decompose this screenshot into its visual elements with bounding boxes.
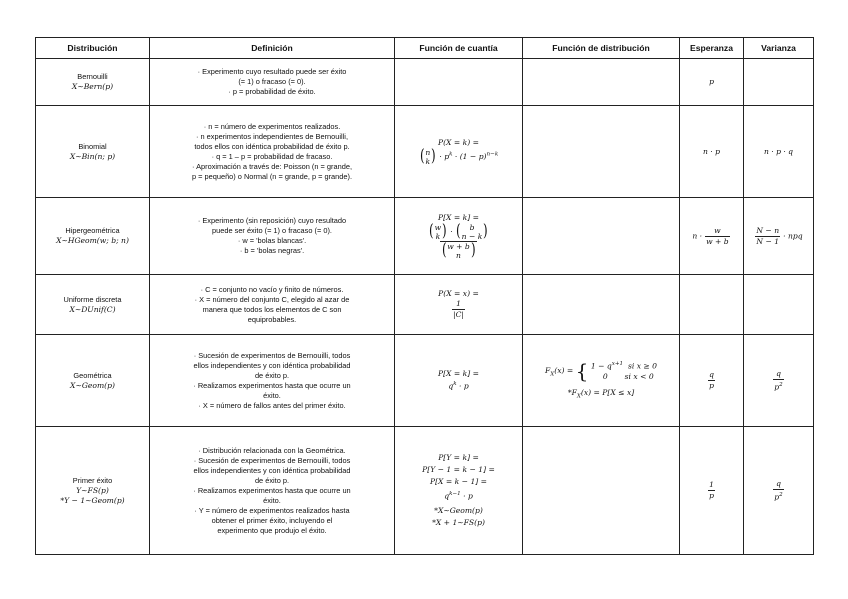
header-funcion-cuantia: Función de cuantía [395,38,523,59]
definition-line: · C = conjunto no vacío y finito de números. [200,284,344,294]
cuantia-fraction: $\frac{1}{|C|}$ [453,299,464,319]
binomial-coefficient: ( n k ) [419,146,436,166]
definition-line: · Aproximación a través de: Poisson (n = grande, [191,161,352,171]
definition-line: · X = número del conjunto C, elegido al azar de [194,294,350,304]
definition-line: · b = 'bolas negras'. [239,246,305,255]
distribution-notation: X∼HGeom(w; b; n) [56,236,129,245]
cell-definition [150,198,395,275]
cell-varianza [744,106,814,198]
cell-esperanza [680,106,744,198]
cell-distribution-name [36,106,150,198]
esperanza-fraction: $\frac{1}{p}$ [709,480,714,500]
binom-top: w [434,222,442,232]
cuantia-note: *X∼Geom(p) [434,506,483,516]
cuantia-fraction: ( w k ) · ( b n − k ) ( w + b n ) [428,221,489,260]
cell-distribucion [523,59,680,106]
definition-line: · Realizamos experimentos hasta que ocurre un [193,380,351,390]
cuantia-line: P[Y − 1 = k − 1] = [422,464,495,474]
cuantia-line: P[X = k − 1] = [429,476,488,486]
distribution-function: $F_X(x)$ = { $1 - q^{x+1}$ si x ≥ 0 0 si x < 0 [545,358,657,383]
header-definicion: Definición [150,38,395,59]
definition-line: · Y = número de experimentos realizados hasta [194,505,350,515]
binom-bottom: k [435,231,441,241]
cuantia-line: P[Y = k] = [438,452,479,462]
distribution-notation: X∼Bin(n; p) [69,151,116,161]
esperanza-value: n · p [703,146,720,156]
cell-distribucion [523,427,680,555]
cell-definition [150,59,395,106]
definition-line: ellos independientes y con idéntica probabilidad [193,465,351,475]
definition-line: de éxito p. [254,475,290,485]
definition-line: · Experimento (sin reposición) cuyo resultado [197,216,347,225]
definition-line: · Experimento cuyo resultado puede ser éxito [197,67,347,76]
definition-line: · n = número de experimentos realizados. [203,121,341,131]
esperanza-fraction: $\frac{q}{p}$ [709,370,714,390]
esperanza-value: p [709,77,714,86]
varianza-fraction: $\frac{q}{p^2}$ [774,368,783,392]
binom-top: w + b [447,241,470,251]
distribution-notation: X∼DUnif(C) [69,304,116,314]
cell-cuantia [395,198,523,275]
definition-line: obtener el primer éxito, incluyendo el [211,515,333,525]
header-esperanza: Esperanza [680,38,744,59]
cell-esperanza [680,59,744,106]
cuantia-lhs: P[X = k] = [437,369,479,379]
cell-esperanza [680,275,744,335]
cell-distribucion [523,335,680,427]
definition-line: éxito. [263,495,281,505]
cell-definition [150,106,395,198]
cuantia-lhs: P(X = x) = [438,289,479,298]
cell-esperanza [680,335,744,427]
header-distribucion: Distribución [36,38,150,59]
distribution-name: Bernouilli [77,72,108,81]
definition-line: ellos independientes y con idéntica probabilidad [193,360,351,370]
cell-esperanza [680,427,744,555]
cell-cuantia [395,106,523,198]
cell-definition [150,275,395,335]
distribution-note: $*F_X(x) = P[X \le x]$ [567,388,635,400]
distribution-name: Binomial [78,141,107,151]
cell-esperanza [680,198,744,275]
cell-distribucion [523,198,680,275]
distribution-notation: Y∼FS(p) [76,485,109,495]
cuantia-formula [398,148,519,166]
cell-varianza [744,427,814,555]
cell-cuantia [395,335,523,427]
formula-exponent: n−k [486,150,499,157]
binom-bottom: n − k [461,231,483,241]
cell-varianza [744,275,814,335]
cell-distribution-name [36,427,150,555]
distribution-name: Uniforme discreta [63,294,122,304]
binom-bottom: n [456,250,461,260]
definition-line: (= 1) o fracaso (= 0). [238,77,306,86]
definition-line: puede ser éxito (= 1) o fracaso (= 0). [212,226,332,235]
row-uniforme-discreta [36,275,814,335]
cell-distribution-name [36,335,150,427]
distribution-name: Geométrica [73,370,112,380]
varianza-value: n · p · q [763,146,794,156]
distribution-notation-alt: *Y − 1∼Geom(p) [60,495,125,505]
definition-line: todos ellos con idéntica probabilidad de éxito p. [194,141,350,151]
definition-line: · w = 'bolas blancas'. [237,236,307,245]
definition-line: · Realizamos experimentos hasta que ocurre un [193,485,351,495]
row-binomial [36,106,814,198]
row-primer-exito [36,427,814,555]
distribution-notation: X∼Bern(p) [71,82,114,91]
cell-varianza [744,198,814,275]
distribution-table [35,37,814,555]
distribution-notation: X∼Geom(p) [70,380,115,390]
binom-top: b [469,222,475,232]
cuantia-lhs: P(X = k) = [437,137,479,147]
definition-line: · p = probabilidad de éxito. [228,87,316,96]
cell-distribution-name [36,275,150,335]
definition-line: · n experimentos independientes de Bernouilli, [195,131,348,141]
cuantia-lhs: P[X = k] = [437,212,479,222]
definition-line: éxito. [263,390,281,400]
distribution-name: Hipergeométrica [65,226,120,235]
varianza-suffix: · npq [783,230,803,240]
cuantia-formula: $q^k \cdot p$ [448,381,469,391]
binom-bottom: k [425,156,431,166]
cuantia-formula: $q^{k-1} \cdot p$ [444,490,473,501]
header-funcion-distribucion: Función de distribución [523,38,680,59]
cell-cuantia [395,427,523,555]
cell-varianza [744,59,814,106]
esperanza-fraction: $\frac{w}{w + b}$ [706,225,729,246]
row-geometrica [36,335,814,427]
definition-line: equiprobables. [247,314,297,324]
formula-part: · p [439,151,450,161]
definition-line: · Sucesión de experimentos de Bernouilli, todos [193,455,351,465]
definition-line: experimento que produjo el éxito. [217,525,327,535]
definition-line: · X = número de fallos antes del primer éxito. [198,400,346,410]
varianza-fraction: $\frac{q}{p^2}$ [774,478,783,502]
cell-varianza [744,335,814,427]
cell-definition [150,335,395,427]
cell-cuantia [395,275,523,335]
cell-distribution-name [36,59,150,106]
definition-line: · Sucesión de experimentos de Bernouilli, todos [193,350,351,360]
definition-line: de éxito p. [254,370,290,380]
row-hipergeometrica [36,198,814,275]
formula-dot: · [450,226,453,236]
formula-exponent: k [449,150,453,157]
cell-cuantia [395,59,523,106]
formula-part: · (1 − p) [452,151,487,161]
header-row [36,38,814,59]
definition-line: · q = 1 – p = probabilidad de fracaso. [211,151,333,161]
cell-distribution-name [36,198,150,275]
cuantia-note: *X + 1∼FS(p) [432,518,485,528]
cell-distribucion [523,106,680,198]
binom-top: n [425,147,431,157]
row-bernoulli [36,59,814,106]
definition-line: · Distribución relacionada con la Geométrica. [198,445,346,455]
header-varianza: Varianza [744,38,814,59]
definition-line: manera que todos los elementos de C son [202,304,342,314]
definition-line: p = pequeño) o Normal (n = grande, p = grande). [191,171,353,181]
cell-definition [150,427,395,555]
esperanza-prefix: n · [692,230,703,240]
varianza-fraction: $\frac{N - n}{N - 1}$ [756,225,780,246]
distribution-name: Primer éxito [72,475,113,485]
cell-distribucion [523,275,680,335]
